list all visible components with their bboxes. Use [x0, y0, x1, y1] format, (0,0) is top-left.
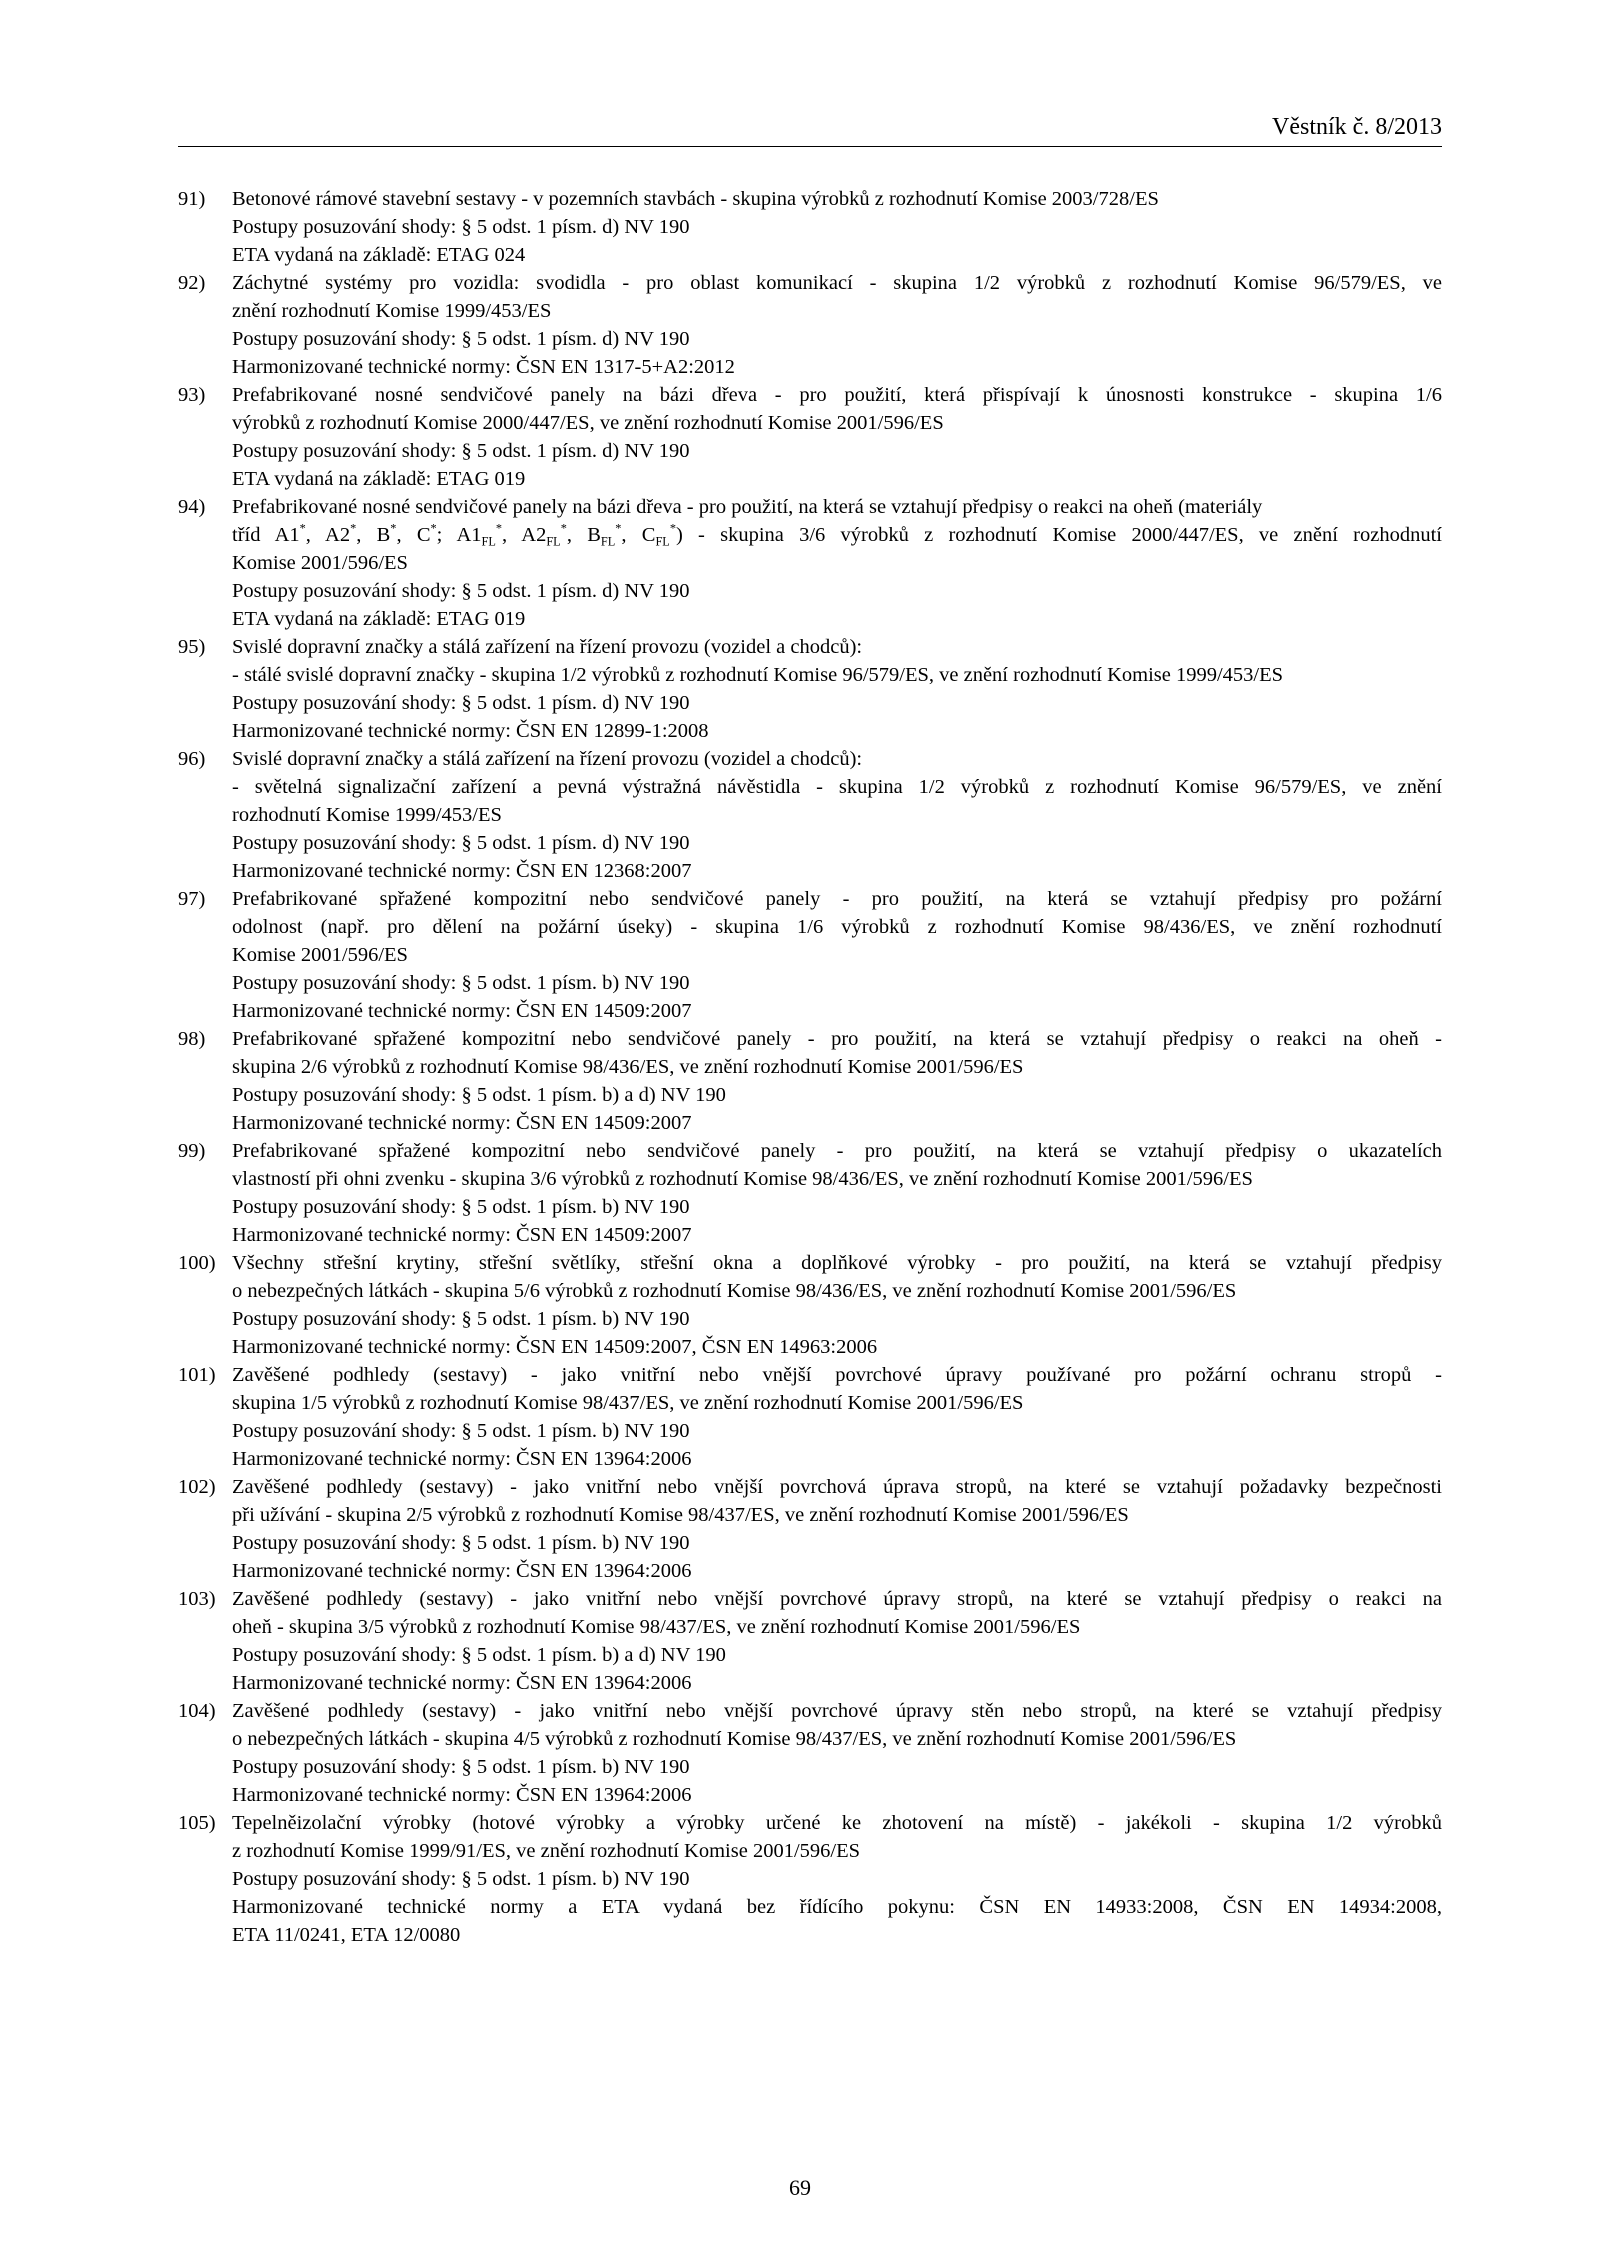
item-line: Harmonizované technické normy: ČSN EN 14509:2007 [232, 1224, 692, 1246]
item-number: 101) [178, 1364, 216, 1386]
item-number: 93) [178, 384, 206, 406]
item-line: Prefabrikované spřažené kompozitní nebo sendvičové panely - pro použití, na která se vztahují předpisy pro požární [232, 888, 1442, 910]
item-line: Harmonizované technické normy: ČSN EN 13964:2006 [232, 1560, 692, 1582]
line-fragment: FL [655, 534, 670, 549]
item-number: 92) [178, 272, 206, 294]
item-line: Svislé dopravní značky a stálá zařízení na řízení provozu (vozidel a chodců): [232, 636, 863, 658]
item-line: Prefabrikované spřažené kompozitní nebo sendvičové panely - pro použití, na která se vztahují předpisy o reakci na oheň - [232, 1028, 1442, 1050]
item-line: Harmonizované technické normy: ČSN EN 13964:2006 [232, 1672, 692, 1694]
item-number: 105) [178, 1812, 216, 1834]
item-line: Harmonizované technické normy: ČSN EN 1317-5+A2:2012 [232, 356, 735, 378]
line-fragment: , A2 [502, 524, 547, 546]
item-line: vlastností při ohni zvenku - skupina 3/6 výrobků z rozhodnutí Komise 98/436/ES, ve znění rozhodnutí Komise 2001/596/ES [232, 1168, 1253, 1190]
item-line: Harmonizované technické normy: ČSN EN 12368:2007 [232, 860, 692, 882]
line-fragment: FL [546, 534, 561, 549]
line-fragment: * [615, 521, 622, 536]
item-line: Tepelněizolační výrobky (hotové výrobky a výrobky určené ke zhotovení na místě) - jakékoli - skupina 1/2 výrobků [232, 1812, 1442, 1834]
item-line: o nebezpečných látkách - skupina 5/6 výrobků z rozhodnutí Komise 98/436/ES, ve znění rozhodnutí Komise 2001/596/ES [232, 1280, 1237, 1302]
list-item [178, 1025, 1442, 1137]
item-line: odolnost (např. pro dělení na požární úseky) - skupina 1/6 výrobků z rozhodnutí Komise 98/436/ES, ve znění rozhodnutí [232, 916, 1442, 938]
item-line: ETA vydaná na základě: ETAG 024 [232, 244, 526, 266]
item-line: Postupy posuzování shody: § 5 odst. 1 písm. d) NV 190 [232, 692, 690, 714]
item-number: 95) [178, 636, 206, 658]
item-line: Postupy posuzování shody: § 5 odst. 1 písm. b) NV 190 [232, 1308, 690, 1330]
page-header [178, 112, 1442, 147]
item-line: Svislé dopravní značky a stálá zařízení na řízení provozu (vozidel a chodců): [232, 748, 863, 770]
line-fragment: * [390, 521, 397, 536]
item-line: Harmonizované technické normy: ČSN EN 13964:2006 [232, 1784, 692, 1806]
item-line: z rozhodnutí Komise 1999/91/ES, ve znění rozhodnutí Komise 2001/596/ES [232, 1840, 861, 1862]
list-item [178, 1249, 1442, 1361]
item-line: Postupy posuzování shody: § 5 odst. 1 písm. b) NV 190 [232, 1868, 690, 1890]
item-line: rozhodnutí Komise 1999/453/ES [232, 804, 502, 826]
item-line: Zavěšené podhledy (sestavy) - jako vnitřní nebo vnější povrchová úprava stropů, na které se vztahují požadavky bezpečnosti [232, 1476, 1442, 1498]
item-line: Postupy posuzování shody: § 5 odst. 1 písm. d) NV 190 [232, 440, 690, 462]
item-line: Postupy posuzování shody: § 5 odst. 1 písm. b) NV 190 [232, 1196, 690, 1218]
list-item [178, 1361, 1442, 1473]
page-number: 69 [789, 2175, 811, 2200]
list-item [178, 633, 1442, 745]
item-line: při užívání - skupina 2/5 výrobků z rozhodnutí Komise 98/437/ES, ve znění rozhodnutí Komise 2001/596/ES [232, 1504, 1129, 1526]
list-item [178, 745, 1442, 885]
line-fragment: tříd A1 [232, 524, 300, 546]
item-line: Harmonizované technické normy: ČSN EN 14509:2007 [232, 1112, 692, 1134]
list-item [178, 1697, 1442, 1809]
item-line: ETA vydaná na základě: ETAG 019 [232, 608, 526, 630]
list-item [178, 1809, 1442, 1949]
item-line: Postupy posuzování shody: § 5 odst. 1 písm. b) a d) NV 190 [232, 1644, 726, 1666]
item-line: skupina 2/6 výrobků z rozhodnutí Komise 98/436/ES, ve znění rozhodnutí Komise 2001/596/ES [232, 1056, 1024, 1078]
item-number: 94) [178, 496, 206, 518]
item-line: Harmonizované technické normy: ČSN EN 14509:2007 [232, 1000, 692, 1022]
document-body [178, 185, 1442, 1949]
item-line: Postupy posuzování shody: § 5 odst. 1 písm. b) a d) NV 190 [232, 1084, 726, 1106]
item-number: 104) [178, 1700, 216, 1722]
list-item [178, 885, 1442, 1025]
item-number: 100) [178, 1252, 216, 1274]
item-line: Postupy posuzování shody: § 5 odst. 1 písm. d) NV 190 [232, 580, 690, 602]
journal-issue: Věstník č. 8/2013 [1272, 114, 1442, 140]
item-line: Komise 2001/596/ES [232, 944, 408, 966]
item-line: Postupy posuzování shody: § 5 odst. 1 písm. b) NV 190 [232, 1420, 690, 1442]
list-item [178, 1137, 1442, 1249]
item-line: ETA vydaná na základě: ETAG 019 [232, 468, 526, 490]
item-line: - stálé svislé dopravní značky - skupina 1/2 výrobků z rozhodnutí Komise 96/579/ES, ve znění rozhodnutí Komise 1999/453/ES [232, 664, 1284, 686]
item-number: 99) [178, 1140, 206, 1162]
item-line: Prefabrikované spřažené kompozitní nebo sendvičové panely - pro použití, na která se vztahují předpisy o ukazatelích [232, 1140, 1442, 1162]
item-line: Zavěšené podhledy (sestavy) - jako vnitřní nebo vnější povrchové úpravy stropů, na které se vztahují předpisy o reakci na [232, 1588, 1442, 1610]
item-number: 97) [178, 888, 206, 910]
line-fragment: , B [566, 524, 601, 546]
item-line: Prefabrikované nosné sendvičové panely na bázi dřeva - pro použití, která přispívají k únosnosti konstrukce - skupina 1/6 [232, 384, 1442, 406]
item-number: 96) [178, 748, 206, 770]
item-line: Harmonizované technické normy: ČSN EN 12899-1:2008 [232, 720, 709, 742]
item-line: Zavěšené podhledy (sestavy) - jako vnitřní nebo vnější povrchové úpravy stěn nebo stropů, na které se vztahují předpisy [232, 1700, 1442, 1722]
list-item [178, 185, 1442, 269]
line-fragment: * [560, 521, 567, 536]
item-line: Postupy posuzování shody: § 5 odst. 1 písm. b) NV 190 [232, 972, 690, 994]
item-number: 102) [178, 1476, 216, 1498]
item-line: o nebezpečných látkách - skupina 4/5 výrobků z rozhodnutí Komise 98/437/ES, ve znění rozhodnutí Komise 2001/596/ES [232, 1728, 1237, 1750]
item-line: Postupy posuzování shody: § 5 odst. 1 písm. d) NV 190 [232, 832, 690, 854]
line-fragment: * [669, 521, 676, 536]
list-item [178, 493, 1442, 633]
item-number: 98) [178, 1028, 206, 1050]
item-line: Betonové rámové stavební sestavy - v pozemních stavbách - skupina výrobků z rozhodnutí Komise 2003/728/ES [232, 188, 1159, 210]
list-item [178, 381, 1442, 493]
item-line: Postupy posuzování shody: § 5 odst. 1 písm. d) NV 190 [232, 328, 690, 350]
item-line: znění rozhodnutí Komise 1999/453/ES [232, 300, 552, 322]
item-line: skupina 1/5 výrobků z rozhodnutí Komise 98/437/ES, ve znění rozhodnutí Komise 2001/596/ES [232, 1392, 1024, 1414]
item-line: Postupy posuzování shody: § 5 odst. 1 písm. b) NV 190 [232, 1756, 690, 1778]
list-item [178, 1585, 1442, 1697]
line-fragment: , C [621, 524, 656, 546]
list-item [178, 1473, 1442, 1585]
item-number: 91) [178, 188, 206, 210]
line-fragment: ) - skupina 3/6 výrobků z rozhodnutí Komise 2000/447/ES, ve znění rozhodnutí [675, 524, 1442, 546]
list-item [178, 269, 1442, 381]
item-line: výrobků z rozhodnutí Komise 2000/447/ES, ve znění rozhodnutí Komise 2001/596/ES [232, 412, 944, 434]
item-line [232, 521, 1442, 549]
line-fragment: * [299, 521, 306, 536]
item-line: ETA 11/0241, ETA 12/0080 [232, 1924, 461, 1946]
line-fragment: ; A1 [436, 524, 482, 546]
item-line: Postupy posuzování shody: § 5 odst. 1 písm. b) NV 190 [232, 1532, 690, 1554]
line-fragment: * [495, 521, 503, 536]
item-line: oheň - skupina 3/5 výrobků z rozhodnutí Komise 98/437/ES, ve znění rozhodnutí Komise 2001/596/ES [232, 1616, 1081, 1638]
line-fragment: , A2 [305, 524, 351, 546]
item-line: - světelná signalizační zařízení a pevná výstražná návěstidla - skupina 1/2 výrobků z rozhodnutí Komise 96/579/ES, ve znění [232, 776, 1442, 798]
line-fragment: * [430, 521, 437, 536]
line-fragment: , B [356, 524, 391, 546]
line-fragment: FL [600, 534, 616, 549]
item-line: Záchytné systémy pro vozidla: svodidla - pro oblast komunikací - skupina 1/2 výrobků z rozhodnutí Komise 96/579/ES, ve [232, 272, 1442, 294]
line-fragment: FL [481, 534, 496, 549]
item-line: Harmonizované technické normy a ETA vydaná bez řídícího pokynu: ČSN EN 14933:2008, ČSN EN 14934:2008, [232, 1896, 1442, 1918]
item-line: Prefabrikované nosné sendvičové panely na bázi dřeva - pro použití, na která se vztahují předpisy o reakci na oheň (materiály [232, 496, 1263, 518]
item-line: Postupy posuzování shody: § 5 odst. 1 písm. d) NV 190 [232, 216, 690, 238]
item-number: 103) [178, 1588, 216, 1610]
item-line: Komise 2001/596/ES [232, 552, 408, 574]
item-line: Harmonizované technické normy: ČSN EN 13964:2006 [232, 1448, 692, 1470]
item-line: Všechny střešní krytiny, střešní světlíky, střešní okna a doplňkové výrobky - pro použití, na která se vztahují předpisy [232, 1252, 1442, 1274]
line-fragment: , C [396, 524, 431, 546]
line-fragment: * [350, 521, 357, 536]
item-line: Harmonizované technické normy: ČSN EN 14509:2007, ČSN EN 14963:2006 [232, 1336, 878, 1358]
item-line: Zavěšené podhledy (sestavy) - jako vnitřní nebo vnější povrchové úpravy používané pro požární ochranu stropů - [232, 1364, 1442, 1386]
